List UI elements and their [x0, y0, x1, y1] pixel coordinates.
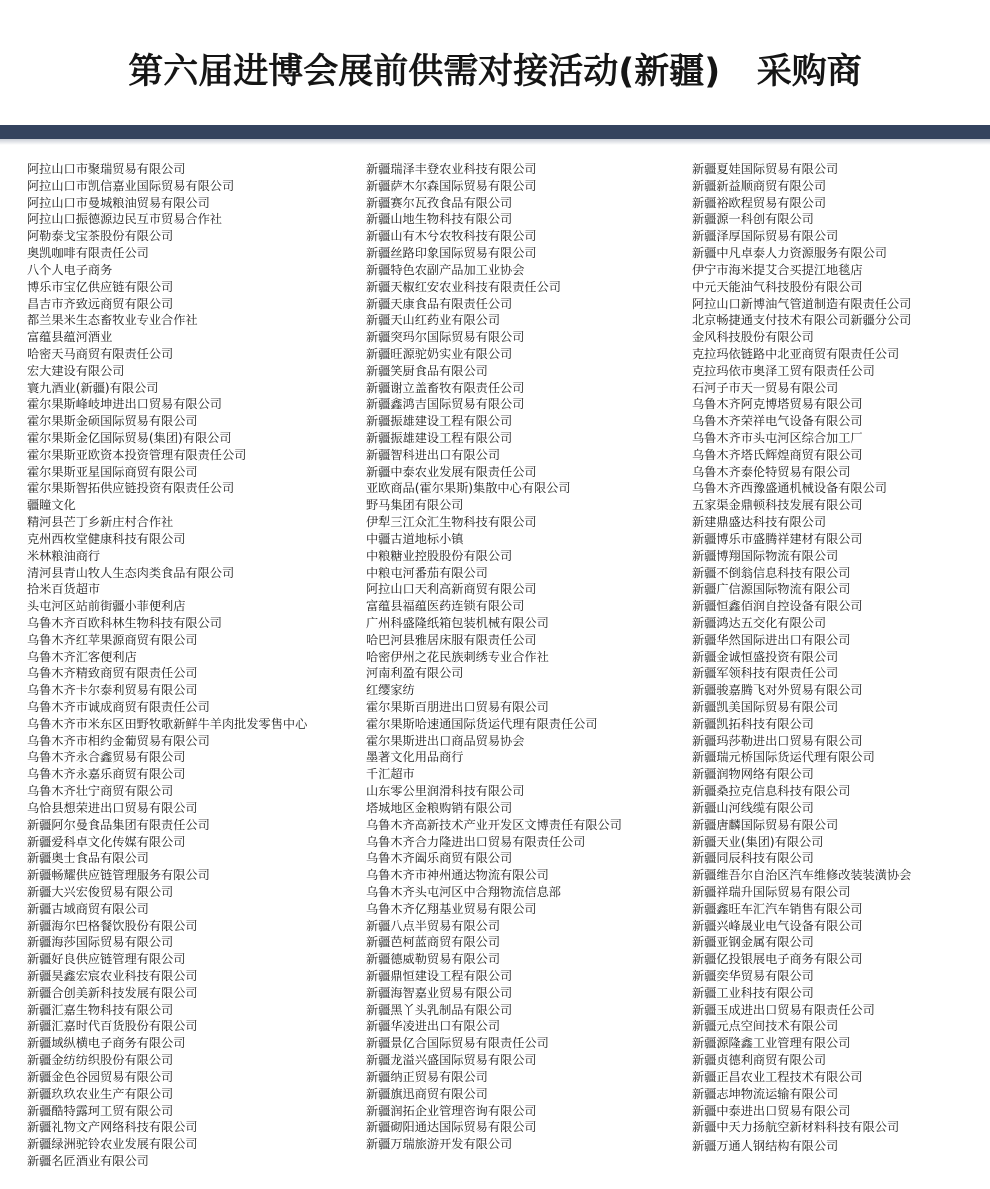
- company-list-item: 新疆源一科创有限公司: [692, 212, 814, 227]
- company-list-item: 新疆广信源国际物流有限公司: [692, 582, 851, 597]
- company-list-item: 新疆汇嘉时代百货股份有限公司: [27, 1019, 198, 1034]
- company-list-item: 新疆智科进出口有限公司: [366, 447, 501, 462]
- company-list-item: 新疆亚钢金属有限公司: [692, 935, 814, 950]
- company-list-item: 乌鲁木齐阖乐商贸有限公司: [366, 851, 513, 866]
- company-list-item: 新疆龙溢兴盛国际贸易有限公司: [366, 1053, 537, 1068]
- company-list-item: 新疆鑫旺车汇汽车销售有限公司: [692, 901, 863, 916]
- company-list-item: 新疆合创美新科技发展有限公司: [27, 985, 198, 1000]
- company-list-item: 清河县青山牧人生态肉类食品有限公司: [27, 565, 235, 580]
- company-list-item: 乌鲁木齐亿翔基业贸易有限公司: [366, 901, 537, 916]
- company-list-item: 寰九酒业(新疆)有限公司: [27, 380, 159, 395]
- company-list-item: 新疆金色谷园贸易有限公司: [27, 1069, 174, 1084]
- company-list-item: 新疆鸿达五交化有限公司: [692, 615, 827, 630]
- company-list-item: 新疆汇嘉生物科技有限公司: [27, 1002, 174, 1017]
- company-list-item: 新疆天康食品有限责任公司: [366, 296, 513, 311]
- company-list-item: 新疆骏嘉腾飞对外贸易有限公司: [692, 683, 863, 698]
- header-divider-shadow: [0, 139, 990, 145]
- company-list-item: 新疆八点半贸易有限公司: [366, 918, 501, 933]
- company-list-item: 宏大建设有限公司: [27, 363, 125, 378]
- company-list-item: 墨著文化用品商行: [366, 750, 464, 765]
- company-list-item: 阿拉山口振德源边民互市贸易合作社: [27, 212, 222, 227]
- company-list-item: 新疆绿洲驼铃农业发展有限公司: [27, 1137, 198, 1152]
- company-list-column-3: [692, 161, 911, 1155]
- company-list-item: 新疆凯拓科技有限公司: [692, 716, 814, 731]
- company-list-item: 新疆润拓企业管理咨询有限公司: [366, 1103, 537, 1118]
- company-list-item: 新疆山地生物科技有限公司: [366, 212, 513, 227]
- company-list-item: 新疆域纵横电子商务有限公司: [27, 1036, 186, 1051]
- company-list-item: 新疆唐麟国际贸易有限公司: [692, 817, 839, 832]
- company-list-item: 北京畅捷通支付技术有限公司新疆分公司: [692, 313, 912, 328]
- company-list-item: 哈巴河县雅居床服有限责任公司: [366, 632, 537, 647]
- company-list-item: 新疆玖玖农业生产有限公司: [27, 1086, 174, 1101]
- company-list-item: 霍尔果斯智拓供应链投资有限责任公司: [27, 481, 235, 496]
- company-list-item: 伊犁三江众汇生物科技有限公司: [366, 515, 537, 530]
- company-list-item: 塔城地区金粮购销有限公司: [366, 800, 513, 815]
- company-list-item: 新疆畅耀供应链管理服务有限公司: [27, 868, 210, 883]
- company-list-item: 新疆华凌进出口有限公司: [366, 1019, 501, 1034]
- page-title: 第六届进博会展前供需对接活动(新疆) 采购商: [128, 52, 862, 92]
- company-list-item: 新疆中凡卓泰人力资源服务有限公司: [692, 246, 887, 261]
- company-list-item: 乌鲁木齐合力隆进出口贸易有限责任公司: [366, 834, 586, 849]
- company-list-item: 克拉玛依市奥泽工贸有限责任公司: [692, 363, 875, 378]
- company-list-item: 昌吉市齐致远商贸有限公司: [27, 296, 174, 311]
- company-list-item: 新疆山有木兮农牧科技有限公司: [366, 229, 537, 244]
- company-list-item: 霍尔果斯金亿国际贸易(集团)有限公司: [27, 431, 232, 445]
- company-list-item: 乌鲁木齐西豫盛通机械设备有限公司: [692, 481, 887, 496]
- company-list-item: 新疆奥士食品有限公司: [27, 851, 149, 866]
- company-list-item: 新疆大兴宏俊贸易有限公司: [27, 884, 174, 899]
- company-list-item: 中元天能油气科技股份有限公司: [692, 279, 863, 294]
- company-list-item: 乌鲁木齐永嘉乐商贸有限公司: [27, 767, 186, 782]
- company-list-item: 新疆万通人钢结构有限公司: [692, 1139, 839, 1154]
- company-list-item: 千汇超市: [366, 767, 415, 782]
- company-list-item: 米林粮油商行: [27, 548, 101, 563]
- company-list-item: 克拉玛依链路中北亚商贸有限责任公司: [692, 346, 900, 361]
- company-list-item: 新疆夏娃国际贸易有限公司: [692, 162, 839, 176]
- company-list-item: 新疆润物网络有限公司: [692, 767, 814, 782]
- company-list-item: 红缨家纺: [366, 683, 415, 698]
- company-list-item: 新疆玉成进出口贸易有限责任公司: [692, 1002, 875, 1017]
- company-list-item: 新疆贞德利商贸有限公司: [692, 1053, 827, 1068]
- company-list-item: 阿拉山口市聚瑞贸易有限公司: [27, 162, 186, 176]
- company-list-item: 霍尔果斯亚星国际商贸有限公司: [27, 464, 198, 479]
- company-list-item: 阿拉山口天利高新商贸有限公司: [366, 582, 537, 597]
- company-list-item: 新疆海莎国际贸易有限公司: [27, 935, 174, 950]
- company-list-item: 新疆华然国际进出口有限公司: [692, 632, 851, 647]
- company-list-item: 五家渠金鼎顿科技发展有限公司: [692, 498, 863, 513]
- company-list-item: 新疆谢立盖畜牧有限责任公司: [366, 380, 525, 395]
- company-list-item: 中粮糖业控股股份有限公司: [366, 548, 513, 563]
- company-list-item: 新疆古域商贸有限公司: [27, 901, 149, 916]
- company-list-item: 阿拉山口市曼城粮油贸易有限公司: [27, 195, 210, 210]
- company-list-item: 新疆中泰农业发展有限责任公司: [366, 464, 537, 479]
- company-list-item: 霍尔果斯哈速通国际货运代理有限责任公司: [366, 716, 598, 731]
- company-list-item: 新疆砌阳通达国际贸易有限公司: [366, 1120, 537, 1135]
- company-list-item: 新疆振雄建设工程有限公司: [366, 414, 513, 429]
- company-list-item: 新疆博翔国际物流有限公司: [692, 548, 839, 563]
- company-list-item: 新疆阿尔曼食品集团有限责任公司: [27, 817, 210, 832]
- company-list-item: 乌鲁木齐市诚成商贸有限责任公司: [27, 700, 210, 714]
- company-list-item: 野马集团有限公司: [366, 498, 464, 513]
- company-list-item: 乌鲁木齐精致商贸有限责任公司: [27, 666, 198, 681]
- company-list-item: 新疆金诚恒盛投资有限公司: [692, 649, 839, 664]
- company-list-item: 新疆爱科卓文化传媒有限公司: [27, 834, 186, 849]
- company-list-item: 乌鲁木齐荣祥电气设备有限公司: [692, 414, 863, 429]
- company-list-item: 新疆黑丫头乳制品有限公司: [366, 1002, 513, 1017]
- company-list-item: 新疆凯美国际贸易有限公司: [692, 700, 839, 714]
- company-list-item: 乌鲁木齐市神州通达物流有限公司: [366, 868, 549, 883]
- company-list-item: 疆瞳文化: [27, 498, 76, 513]
- company-list-item: 新疆突玛尔国际贸易有限公司: [366, 330, 525, 345]
- company-list-item: 山东零公里润滑科技有限公司: [366, 784, 525, 799]
- company-list-item: 金风科技股份有限公司: [692, 330, 814, 345]
- company-list-item: 新疆酷特露珂工贸有限公司: [27, 1103, 174, 1118]
- company-list-item: 新疆天山红药业有限公司: [366, 313, 501, 328]
- company-list-item: 阿拉山口市凯信嘉业国际贸易有限公司: [27, 178, 235, 193]
- company-list-item: 拾米百货超市: [27, 582, 101, 597]
- company-list-item: 奥凯咖啡有限责任公司: [27, 246, 149, 261]
- company-list-item: 八个人电子商务: [27, 262, 113, 277]
- company-list-item: 新疆瑞元桥国际货运代理有限公司: [692, 750, 875, 765]
- company-list-item: 乌鲁木齐阿克博塔贸易有限公司: [692, 397, 863, 412]
- company-list-item: 新疆海尔巴格餐饮股份有限公司: [27, 918, 198, 933]
- company-list-item: 新疆桑拉克信息科技有限公司: [692, 784, 851, 799]
- company-list-item: 新疆天椒红安农业科技有限责任公司: [366, 279, 561, 294]
- company-list-item: 新疆奕华贸易有限公司: [692, 969, 814, 983]
- company-list-item: 新疆天业(集团)有限公司: [692, 834, 824, 849]
- company-list-item: 新疆瑞泽丰登农业科技有限公司: [366, 162, 537, 176]
- company-list-item: 新疆玛莎勒进出口贸易有限公司: [692, 733, 863, 748]
- company-list-item: 乌鲁木齐市相约金葡贸易有限公司: [27, 733, 210, 748]
- company-list-item: 新疆维吾尔自治区汽车维修改装装潢协会: [692, 868, 912, 883]
- company-list-item: 新疆兴峰晟业电气设备有限公司: [692, 918, 863, 933]
- company-list-item: 霍尔果斯进出口商品贸易协会: [366, 733, 525, 748]
- company-list-item: 富蕴县福蕴医药连锁有限公司: [366, 599, 525, 614]
- company-list-item: 乌鲁木齐高新技术产业开发区文博责任有限公司: [366, 817, 622, 832]
- company-list-item: 新疆中天力扬航空新材料科技有限公司: [692, 1120, 900, 1135]
- company-list-item: 哈密伊州之花民族刺绣专业合作社: [366, 649, 549, 664]
- company-list-item: 霍尔果斯金硕国际贸易有限公司: [27, 414, 198, 429]
- company-list-item: 新疆景亿合国际贸易有限责任公司: [366, 1036, 549, 1051]
- company-list-item: 新疆笑厨食品有限公司: [366, 363, 488, 378]
- company-list-item: 新疆不倒翁信息科技有限公司: [692, 565, 851, 580]
- company-list-item: 乌鲁木齐永合鑫贸易有限公司: [27, 750, 186, 765]
- company-list-item: 新疆元点空间技术有限公司: [692, 1019, 839, 1034]
- company-list-item: 乌鲁木齐汇客便利店: [27, 649, 137, 664]
- company-list-item: 中疆古道地标小镇: [366, 531, 464, 546]
- company-list-item: 新疆好良供应链管理有限公司: [27, 952, 186, 967]
- company-list-item: 乌鲁木齐百欧科林生物科技有限公司: [27, 615, 222, 630]
- company-list-item: 亚欧商品(霍尔果斯)集散中心有限公司: [366, 481, 571, 496]
- company-list-item: 新疆鼎恒建设工程有限公司: [366, 969, 513, 983]
- company-list-item: 新疆昊鑫宏宸农业科技有限公司: [27, 969, 198, 983]
- company-list-item: 霍尔果斯峰岐坤进出口贸易有限公司: [27, 397, 222, 412]
- company-list-item: 新疆金纺纺织股份有限公司: [27, 1053, 174, 1068]
- company-list-item: 阿拉山口新博油气管道制造有限责任公司: [692, 296, 912, 311]
- company-list-item: 新疆旗迅商贸有限公司: [366, 1086, 488, 1101]
- company-list-item: 新疆正昌农业工程技术有限公司: [692, 1069, 863, 1084]
- company-list-column-1: [27, 161, 307, 1170]
- company-list-item: 霍尔果斯百朋进出口贸易有限公司: [366, 700, 549, 714]
- company-list-item: 精河县芒丁乡新庄村合作社: [27, 515, 174, 530]
- company-list-item: 新疆新益顺商贸有限公司: [692, 178, 827, 193]
- header-divider-bar: [0, 125, 990, 139]
- company-list-item: 新疆亿投银展电子商务有限公司: [692, 952, 863, 967]
- company-list-item: 新疆博乐市盛腾祥建材有限公司: [692, 531, 863, 546]
- company-list-item: 乌鲁木齐泰伦特贸易有限公司: [692, 464, 851, 479]
- company-list-column-2: [366, 161, 622, 1153]
- company-list-item: 新疆礼物文产网络科技有限公司: [27, 1120, 198, 1135]
- company-list-item: 新疆万瑞旅游开发有限公司: [366, 1137, 513, 1152]
- company-list-item: 新疆纳正贸易有限公司: [366, 1069, 488, 1084]
- company-list-item: 新疆名匠酒业有限公司: [27, 1153, 149, 1168]
- company-list-item: 都兰果米生态畜牧业专业合作社: [27, 313, 198, 328]
- company-list-item: 乌鲁木齐市米东区田野牧歌新鲜牛羊肉批发零售中心: [27, 716, 308, 731]
- company-list-item: 新建鼎盛达科技有限公司: [692, 515, 827, 530]
- company-list-item: 新疆萨木尔森国际贸易有限公司: [366, 178, 537, 193]
- company-list-item: 新疆泽厚国际贸易有限公司: [692, 229, 839, 244]
- company-list-item: 新疆振雄建设工程有限公司: [366, 431, 513, 445]
- company-list-item: 新疆恒鑫佰润自控设备有限公司: [692, 599, 863, 614]
- company-list-item: 广州科盛隆纸箱包装机械有限公司: [366, 615, 549, 630]
- company-list-item: 乌鲁木齐塔氏辉煌商贸有限公司: [692, 447, 863, 462]
- company-list-item: 新疆志坤物流运输有限公司: [692, 1086, 839, 1101]
- company-list-item: 阿勒泰戈宝茶股份有限公司: [27, 229, 174, 244]
- company-list-item: 新疆芭柯蓝商贸有限公司: [366, 935, 501, 950]
- company-list-item: 新疆工业科技有限公司: [692, 985, 814, 1000]
- company-list-item: 新疆同辰科技有限公司: [692, 851, 814, 866]
- company-list-item: 博乐市宝亿供应链有限公司: [27, 279, 174, 294]
- company-list-item: 新疆特色农副产品加工业协会: [366, 262, 525, 277]
- company-list-item: 乌鲁木齐头屯河区中合翔物流信息部: [366, 884, 561, 899]
- company-list-item: 新疆德威勒贸易有限公司: [366, 952, 501, 967]
- company-list-item: 乌鲁木齐红苹果源商贸有限公司: [27, 632, 198, 647]
- company-list-item: 河南利盈有限公司: [366, 666, 464, 681]
- company-list-item: 伊宁市海米提艾合买提江地毯店: [692, 262, 863, 277]
- company-list-item: 新疆源隆鑫工业管理有限公司: [692, 1036, 851, 1051]
- company-list-item: 新疆山河线缆有限公司: [692, 800, 814, 815]
- company-list-item: 乌恰县想荣进出口贸易有限公司: [27, 800, 198, 815]
- company-list-item: 新疆军领科技有限责任公司: [692, 666, 839, 681]
- company-list-item: 新疆海智嘉业贸易有限公司: [366, 985, 513, 1000]
- company-list-item: 霍尔果斯亚欧资本投资管理有限责任公司: [27, 447, 247, 462]
- company-list-item: 乌鲁木齐卡尔泰利贸易有限公司: [27, 683, 198, 698]
- company-list-item: 乌鲁木齐壮宁商贸有限公司: [27, 784, 174, 799]
- company-list-item: 新疆丝路印象国际贸易有限公司: [366, 246, 537, 261]
- company-list-item: 富蕴县蕴河酒业: [27, 330, 113, 345]
- company-list-item: 中粮屯河番茄有限公司: [366, 565, 488, 580]
- company-list-item: 新疆祥瑞升国际贸易有限公司: [692, 884, 851, 899]
- company-list-item: 石河子市天一贸易有限公司: [692, 380, 839, 395]
- company-list-item: 乌鲁木齐市头屯河区综合加工厂: [692, 431, 863, 445]
- company-list-item: 哈密天马商贸有限责任公司: [27, 346, 174, 361]
- company-list-item: 新疆裕欧程贸易有限公司: [692, 195, 827, 210]
- company-list-item: 克州西枚堂健康科技有限公司: [27, 531, 186, 546]
- company-list-item: 新疆赛尔瓦孜食品有限公司: [366, 195, 513, 210]
- company-list-item: 新疆中泰进出口贸易有限公司: [692, 1103, 851, 1118]
- company-list-item: 头屯河区站前街疆小菲便利店: [27, 599, 186, 614]
- company-list-item: 新疆鑫鸿吉国际贸易有限公司: [366, 397, 525, 412]
- company-list-item: 新疆旺源驼奶实业有限公司: [366, 346, 513, 361]
